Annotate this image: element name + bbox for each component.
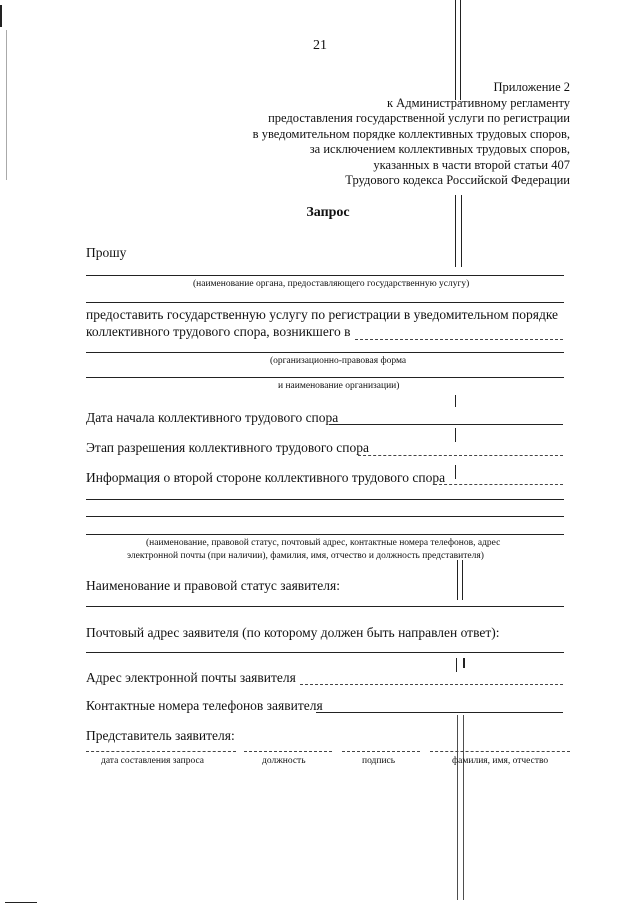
scan-binding-line (463, 715, 464, 900)
full-name-line[interactable] (430, 751, 570, 752)
appendix-line: в уведомительном порядке коллективных трудовых споров, (252, 126, 570, 141)
email-label: Адрес электронной почты заявителя (86, 670, 296, 685)
appendix-line: Приложение 2 (493, 80, 570, 94)
organ-name-line[interactable] (86, 275, 564, 276)
applicant-name-label: Наименование и правовой статус заявителя: (86, 578, 340, 593)
second-party-caption-2: электронной почты (при наличии), фамилия, имя, отчество и должность представителя) (127, 551, 484, 561)
scan-mark (456, 658, 457, 672)
org-form-caption: (организационно-правовая форма (270, 356, 407, 366)
appendix-line: Трудового кодекса Российской Федерации (345, 173, 570, 187)
start-date-field[interactable] (329, 424, 563, 425)
second-party-caption-1: (наименование, правовой статус, почтовый адрес, контактные номера телефонов, адрес (146, 538, 501, 548)
appendix-line: за исключением коллективных трудовых споров, (309, 142, 570, 156)
second-party-line-3[interactable] (86, 516, 564, 517)
org-name-caption: и наименование организации) (278, 381, 400, 391)
scan-binding-line (462, 560, 463, 600)
position-caption: должность (262, 756, 306, 766)
scan-mark (463, 658, 465, 668)
phones-field[interactable] (316, 712, 563, 713)
appendix-line: к Административному регламенту (386, 95, 570, 110)
appendix-line: предоставления государственной услуги по регистрации (268, 111, 570, 125)
organization-line[interactable] (355, 339, 563, 340)
scan-binding-line (457, 715, 458, 900)
stage-label: Этап разрешения коллективного трудового спора (86, 440, 369, 455)
organ-caption: (наименование органа, предоставляющего государственную услугу) (193, 279, 470, 289)
date-caption: дата составления запроса (101, 756, 205, 766)
applicant-name-field[interactable] (86, 606, 564, 607)
second-party-field[interactable] (434, 484, 563, 485)
scan-bottom-mark (5, 902, 37, 903)
request-label: Прошу (86, 245, 127, 260)
provide-text-line-1: предоставить государственную услугу по регистрации в уведомительном порядке (86, 307, 559, 322)
scan-binding-line (457, 560, 458, 600)
page-number: 21 (313, 38, 327, 53)
position-line[interactable] (244, 751, 332, 752)
date-line[interactable] (86, 751, 236, 752)
email-field[interactable] (300, 684, 563, 685)
scan-mark (455, 465, 456, 479)
org-name-line[interactable] (86, 377, 564, 378)
signature-line[interactable] (342, 751, 420, 752)
second-party-line-2[interactable] (86, 499, 564, 500)
scan-edge-mark (0, 5, 2, 27)
postal-address-field[interactable] (86, 652, 564, 653)
appendix-line: указанных в части второй статьи 407 (373, 157, 570, 172)
provide-text-line-2: коллективного трудового спора, возникшего в (86, 324, 351, 339)
scan-mark (455, 428, 456, 442)
second-party-line-4[interactable] (86, 534, 564, 535)
signature-caption: подпись (362, 756, 396, 766)
document-title: Запрос (306, 205, 350, 220)
postal-address-label: Почтовый адрес заявителя (по которому должен быть направлен ответ): (86, 625, 500, 640)
organ-name-line-2[interactable] (86, 302, 564, 303)
representative-label: Представитель заявителя: (86, 728, 235, 743)
phones-label: Контактные номера телефонов заявителя (86, 698, 323, 713)
start-date-label: Дата начала коллективного трудового спора (86, 410, 339, 425)
full-name-caption: фамилия, имя, отчество (452, 756, 549, 766)
scan-mark (455, 395, 456, 407)
second-party-label: Информация о второй стороне коллективного трудового спора (86, 470, 446, 485)
org-form-line[interactable] (86, 352, 564, 353)
stage-field[interactable] (358, 455, 563, 456)
appendix-header (253, 80, 570, 189)
